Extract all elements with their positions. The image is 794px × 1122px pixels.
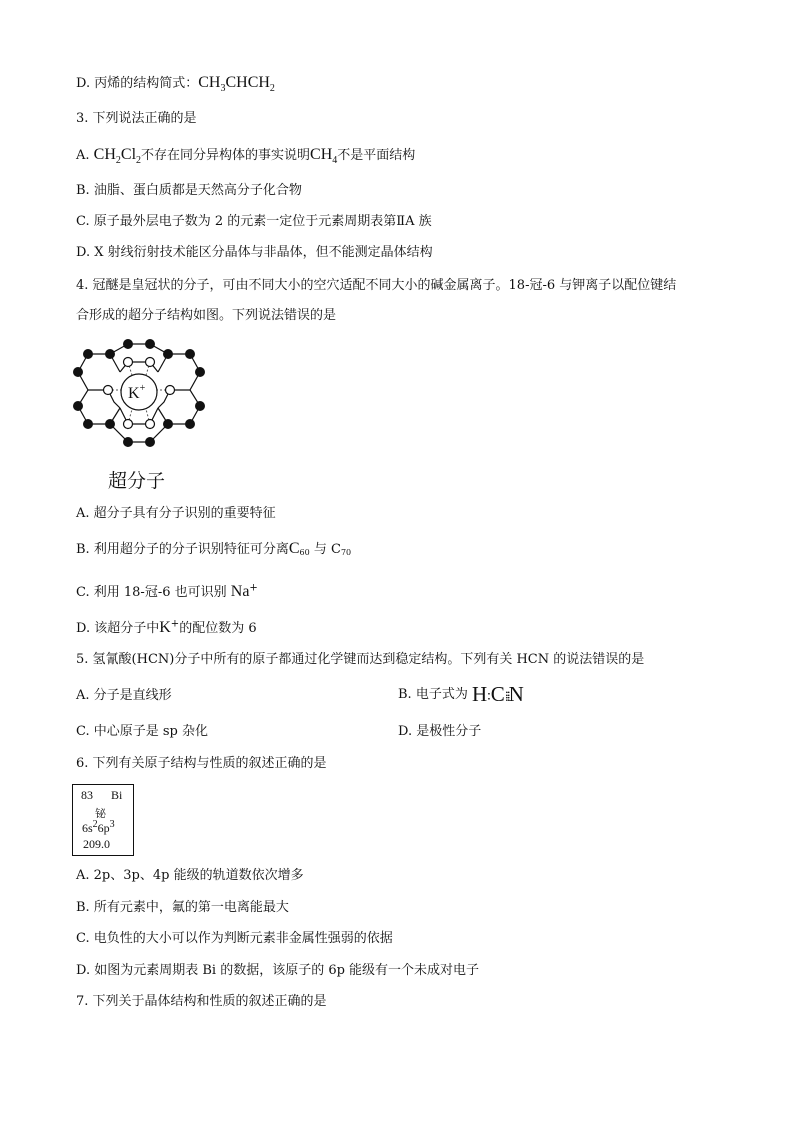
q6-option-c: C. 电负性的大小可以作为判断元素非金属性强弱的依据 bbox=[76, 931, 393, 946]
atomic-number: 83 bbox=[81, 788, 93, 802]
q7-stem: 7. 下列关于晶体结构和性质的叙述正确的是 bbox=[76, 994, 327, 1009]
q4-option-b: B. 利用超分子的分子识别特征可分离C60 与 C70 bbox=[76, 540, 352, 557]
q5-option-d: D. 是极性分子 bbox=[398, 724, 482, 739]
q3-option-b: B. 油脂、蛋白质都是天然高分子化合物 bbox=[76, 183, 302, 198]
q4-option-a: A. 超分子具有分子识别的重要特征 bbox=[76, 506, 276, 521]
q2-d-text: D. 丙烯的结构简式： bbox=[76, 76, 199, 91]
q6-option-b: B. 所有元素中，氟的第一电离能最大 bbox=[76, 900, 289, 915]
figure-caption: 超分子 bbox=[108, 470, 166, 492]
q6-option-a: A. 2p、3p、4p 能级的轨道数依次增多 bbox=[76, 868, 304, 883]
q4-option-c: C. 利用 18-冠-6 也可识别 Na+ bbox=[76, 582, 258, 600]
q5-option-a: A. 分子是直线形 bbox=[76, 688, 172, 703]
supramolecule-figure bbox=[70, 334, 210, 458]
q6-stem: 6. 下列有关原子结构与性质的叙述正确的是 bbox=[76, 756, 327, 771]
q3-option-c: C. 原子最外层电子数为 2 的元素一定位于元素周期表第ⅡA 族 bbox=[76, 214, 432, 229]
atomic-mass: 209.0 bbox=[83, 837, 110, 851]
q4-stem-line1: 4. 冠醚是皇冠状的分子，可由不同大小的空穴适配不同大小的碱金属离子。18-冠-6 与钾离子以配位键结 bbox=[76, 278, 677, 293]
q3-option-a: A. $CH_2Cl_2$不存在同分异构体的事实说明$CH_4$不是平面结构 bbox=[76, 146, 416, 167]
hcn-lewis-structure: H∶C⁞⁞N bbox=[471, 682, 524, 706]
electron-config: $6s^26p^3$ bbox=[82, 819, 115, 835]
q5-stem: 5. 氢氰酸(HCN)分子中所有的原子都通过化学键而达到稳定结构。下列有关 HCN 的说法错误的是 bbox=[76, 652, 645, 667]
q3-option-d: D. X 射线衍射技术能区分晶体与非晶体，但不能测定晶体结构 bbox=[76, 245, 433, 260]
center-ion-label: K+ bbox=[128, 383, 146, 402]
q5-option-b: B. 电子式为 H∶C⁞⁞N bbox=[398, 682, 524, 706]
q3-stem: 3. 下列说法正确的是 bbox=[76, 111, 197, 126]
q6-option-d: D. 如图为元素周期表 Bi 的数据，该原子的 6p 能级有一个未成对电子 bbox=[76, 963, 480, 978]
q2-d-formula: $CH_3CHCH_2$ bbox=[198, 74, 275, 95]
element-card-bi bbox=[72, 784, 134, 856]
q4-stem-line2: 合形成的超分子结构如图。下列说法错误的是 bbox=[76, 308, 337, 323]
element-symbol: Bi bbox=[111, 788, 123, 802]
q2-option-d bbox=[76, 74, 275, 93]
element-name: 铋 bbox=[95, 807, 106, 820]
q4-option-d: D. 该超分子中K+的配位数为 6 bbox=[76, 618, 257, 636]
q5-option-c: C. 中心原子是 sp 杂化 bbox=[76, 724, 209, 739]
